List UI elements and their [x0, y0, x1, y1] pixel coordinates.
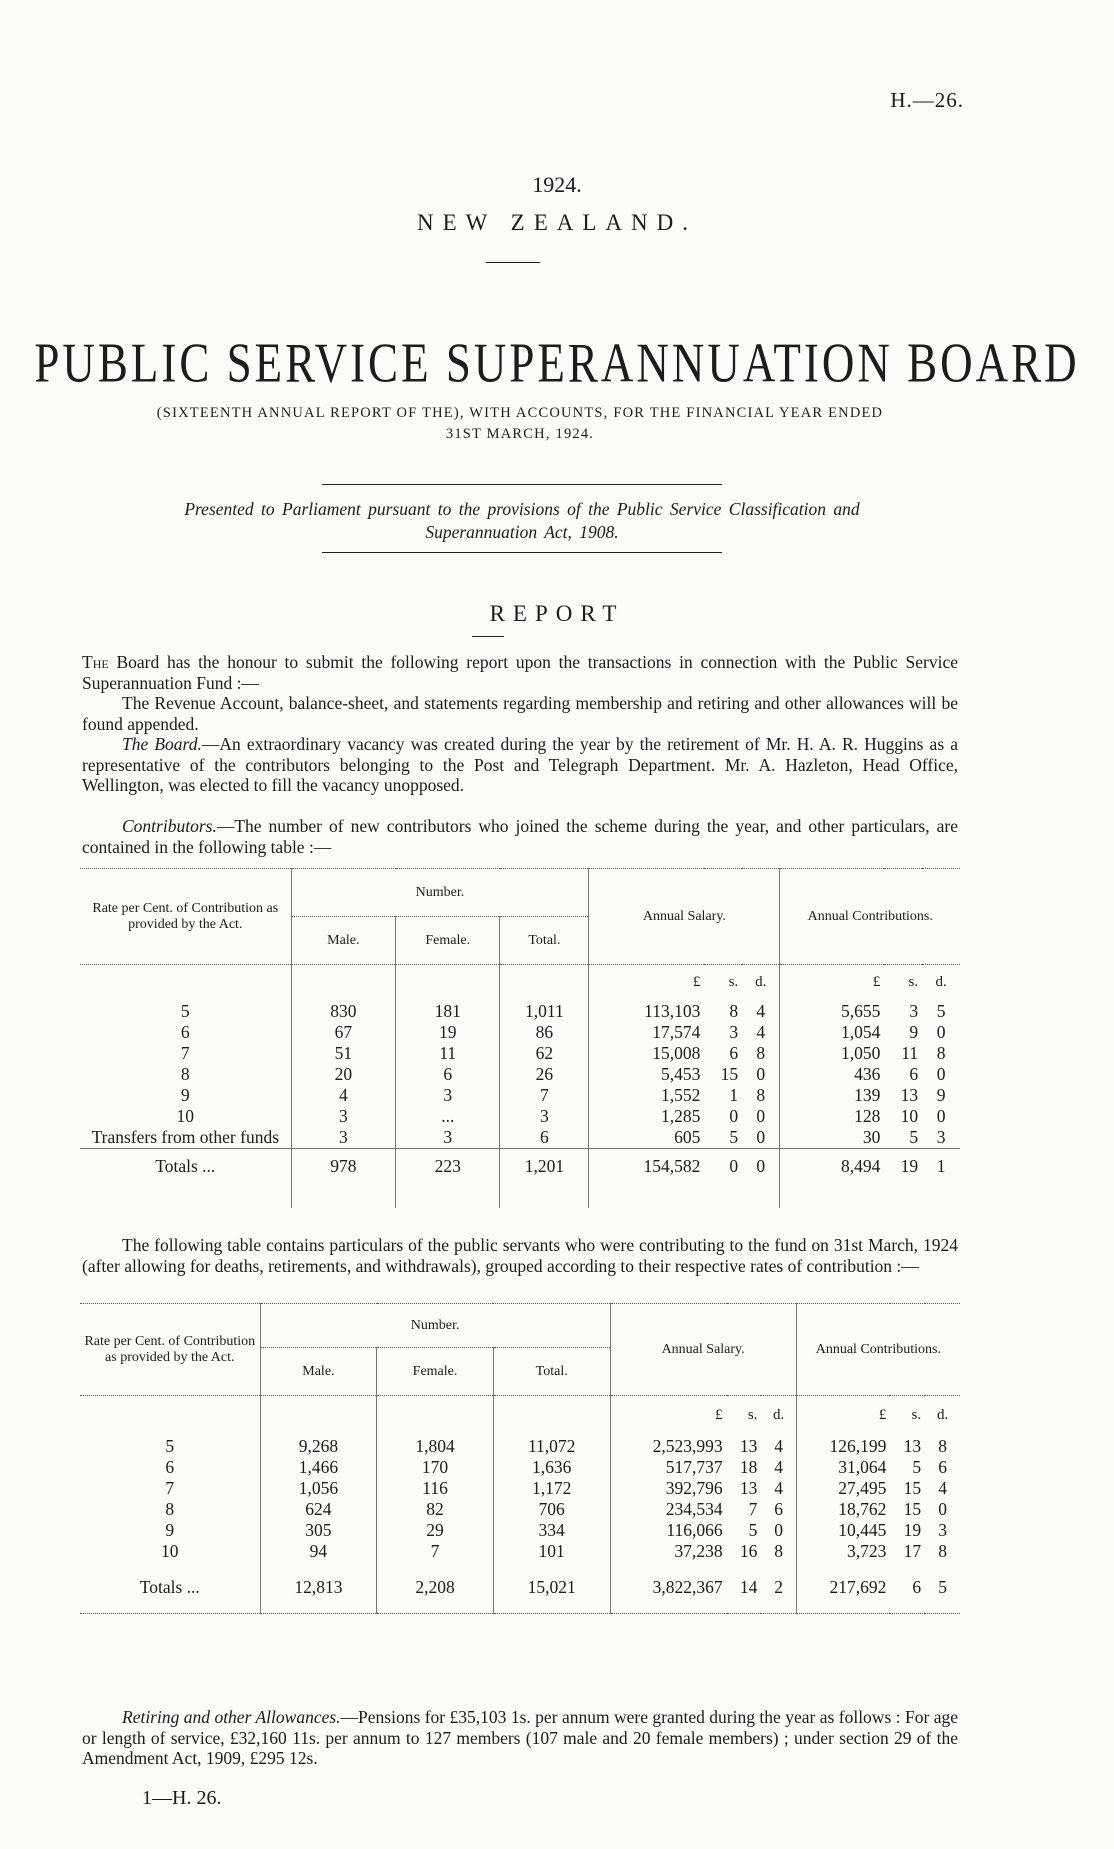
column-header-contributions: Annual Contributions.: [780, 869, 960, 965]
cell-salary-pounds: 605: [589, 1127, 705, 1149]
cell-salary-pounds: 5,453: [589, 1064, 705, 1085]
table-row: [80, 1478, 960, 1499]
cell-contrib-shillings: 15: [903, 1498, 922, 1519]
table-row: [80, 1436, 960, 1457]
cell-salary-shillings: 13: [739, 1477, 758, 1498]
table-row: [80, 1043, 960, 1064]
intro-paragraph: [82, 652, 958, 693]
cell-male: 1,466: [260, 1457, 377, 1478]
unit-pounds: £: [780, 965, 884, 1001]
contributors-paragraph: [82, 816, 958, 857]
cell-male: 830: [291, 1001, 395, 1022]
cell-contrib-shillings: 19: [903, 1519, 922, 1540]
cell-total: 86: [500, 1022, 589, 1043]
table-row: [80, 1085, 960, 1106]
cell-female: 3: [396, 1127, 500, 1149]
cell-contrib-shillings: 5: [912, 1456, 922, 1477]
cell-contrib-pounds: 1,050: [780, 1043, 884, 1064]
document-year: 1924.: [532, 172, 582, 197]
footer-reference: 1—H. 26.: [142, 1787, 222, 1809]
cell-female: 116: [377, 1478, 494, 1499]
cell-contrib-pence: 6: [938, 1456, 947, 1477]
cell-contrib-shillings: 10: [900, 1105, 919, 1126]
cell-contrib-pence: 3: [938, 1519, 947, 1540]
cell-rate: 10: [176, 1105, 195, 1126]
cell-rate: 5: [165, 1435, 175, 1456]
cell-salary-shillings: 5: [748, 1519, 758, 1540]
cell-rate: 7: [165, 1477, 175, 1498]
cell-contrib-pence: 0: [938, 1498, 947, 1519]
contributors-label: Contributors.: [122, 816, 217, 836]
divider: [472, 636, 504, 637]
table-row: [80, 1520, 960, 1541]
cell-female: 2,208: [377, 1562, 494, 1614]
cell-female: 6: [396, 1064, 500, 1085]
presented-statement: [82, 498, 962, 544]
cell-contrib-shillings: 19: [900, 1155, 919, 1176]
column-header-female: Female.: [377, 1348, 494, 1396]
cell-rate: 10: [161, 1540, 179, 1561]
cell-salary-pence: 0: [756, 1126, 766, 1147]
cell-contrib-pounds: 10,445: [796, 1520, 890, 1541]
allowances-text: —Pensions for £35,103 1s. per annum were granted during the year as follows : For age or length of service, £32,160 11s. per annum to 127 members (107 male and 20 female members) ; under section 29 of the Amendment Act, 1909, £295 12s.: [82, 1707, 958, 1768]
cell-female: 170: [377, 1457, 494, 1478]
cell-total: 101: [493, 1541, 610, 1562]
cell-salary-shillings: 15: [720, 1063, 739, 1084]
cell-contrib-shillings: 15: [903, 1477, 922, 1498]
cell-contrib-pounds: 31,064: [796, 1457, 890, 1478]
board-label: The Board.: [122, 734, 202, 754]
table-row: [80, 1127, 960, 1149]
cell-contrib-shillings: 17: [903, 1540, 922, 1561]
cell-contrib-pounds: 5,655: [780, 1001, 884, 1022]
cell-salary-pounds: 1,552: [589, 1085, 705, 1106]
cell-salary-pence: 4: [756, 1000, 766, 1021]
current-contributors-table: [80, 1303, 960, 1616]
cell-male: 3: [291, 1106, 395, 1127]
cell-salary-pence: 0: [756, 1105, 766, 1126]
totals-label: Totals ...: [155, 1155, 216, 1176]
cell-salary-shillings: 13: [739, 1435, 758, 1456]
cell-salary-pounds: 1,285: [589, 1106, 705, 1127]
table-row: [80, 1022, 960, 1043]
cell-contrib-shillings: 13: [903, 1435, 922, 1456]
cell-rate: 7: [180, 1042, 190, 1063]
table-row: [80, 1064, 960, 1085]
cell-male: 305: [260, 1520, 377, 1541]
units-row: [80, 965, 960, 1001]
subtitle: [80, 403, 960, 445]
cell-male: 67: [291, 1022, 395, 1043]
column-header-male: Male.: [260, 1348, 377, 1396]
document-reference: H.—26.: [890, 88, 964, 112]
allowances-paragraph: [82, 1707, 958, 1769]
table-row: [80, 1541, 960, 1562]
cell-contrib-shillings: 3: [909, 1000, 919, 1021]
cell-female: 181: [396, 1001, 500, 1022]
cell-rate: 9: [180, 1084, 190, 1105]
cell-rate: 8: [165, 1498, 175, 1519]
cell-contrib-pence: 1: [936, 1155, 946, 1176]
cell-salary-pence: 0: [756, 1155, 766, 1176]
cell-male: 20: [291, 1064, 395, 1085]
cell-contrib-pounds: 3,723: [796, 1541, 890, 1562]
unit-pence: d.: [772, 1407, 785, 1424]
cell-salary-pence: 2: [774, 1576, 783, 1597]
cell-contrib-pence: 0: [936, 1063, 946, 1084]
cell-rate: 6: [180, 1021, 190, 1042]
cell-total: 1,172: [493, 1478, 610, 1499]
cell-contrib-pounds: 126,199: [796, 1436, 890, 1457]
unit-shillings: s.: [747, 1407, 758, 1424]
cell-contrib-pounds: 217,692: [796, 1562, 890, 1614]
table-row: [80, 1106, 960, 1127]
cell-salary-pence: 8: [774, 1540, 783, 1561]
revenue-paragraph: The Revenue Account, balance-sheet, and statements regarding membership and retiring and other allowances will be found appended.: [82, 693, 958, 734]
divider: [486, 262, 540, 263]
intro-text: Board has the honour to submit the following report upon the transactions in connection with the Public Service Superannuation Fund :—: [82, 652, 958, 693]
cell-salary-pounds: 15,008: [589, 1043, 705, 1064]
cell-salary-pence: 0: [756, 1063, 766, 1084]
cell-rate: 9: [165, 1519, 175, 1540]
cell-contrib-pence: 8: [938, 1435, 947, 1456]
column-header-rate: Rate per Cent. of Contribution as provided by the Act.: [84, 1333, 256, 1365]
cell-salary-pounds: 37,238: [610, 1541, 727, 1562]
cell-salary-pence: 0: [774, 1519, 783, 1540]
cell-total: 3: [500, 1106, 589, 1127]
cell-total: 334: [493, 1520, 610, 1541]
cell-salary-pounds: 392,796: [610, 1478, 727, 1499]
subtitle-line-1: (SIXTEENTH ANNUAL REPORT OF THE), WITH ACCOUNTS, FOR THE FINANCIAL YEAR ENDED: [156, 405, 884, 421]
cell-male: 624: [260, 1499, 377, 1520]
cell-contrib-pounds: 1,054: [780, 1022, 884, 1043]
cell-rate: 6: [165, 1456, 175, 1477]
cell-total: 7: [500, 1085, 589, 1106]
cell-male: 94: [260, 1541, 377, 1562]
cell-contrib-shillings: 9: [909, 1021, 919, 1042]
page-title: PUBLIC SERVICE SUPERANNUATION BOARD: [34, 331, 1080, 394]
cell-total: 15,021: [493, 1562, 610, 1614]
totals-row: [80, 1562, 960, 1614]
cell-salary-shillings: 1: [729, 1084, 739, 1105]
cell-male: 9,268: [260, 1436, 377, 1457]
allowances-label: Retiring and other Allowances.: [122, 1707, 341, 1727]
cell-contrib-pence: 4: [938, 1477, 947, 1498]
cell-male: 3: [291, 1127, 395, 1149]
cell-rate: 8: [180, 1063, 190, 1084]
cell-contrib-pence: 8: [936, 1042, 946, 1063]
cell-salary-shillings: 8: [729, 1000, 739, 1021]
table-row: [80, 1001, 960, 1022]
cell-salary-pence: 4: [756, 1021, 766, 1042]
cell-contrib-pence: 9: [936, 1084, 946, 1105]
column-header-total: Total.: [500, 917, 589, 965]
table-row: [80, 1499, 960, 1520]
presented-line-2: Superannuation Act, 1908.: [425, 522, 619, 542]
intro-lead: The: [82, 652, 109, 672]
cell-male: 1,056: [260, 1478, 377, 1499]
cell-contrib-pounds: 27,495: [796, 1478, 890, 1499]
cell-salary-pence: 4: [774, 1456, 783, 1477]
cell-rate: 5: [180, 1000, 190, 1021]
cell-salary-shillings: 5: [729, 1126, 739, 1147]
cell-total: 6: [500, 1127, 589, 1149]
cell-salary-pence: 8: [756, 1084, 766, 1105]
board-text: —An extraordinary vacancy was created during the year by the retirement of Mr. H. A. R. Huggins as a representative of the contributors belonging to the Post and Telegraph Department. Mr. A. Hazleton, Head Office, Wellington, was elected to fill the vacancy unopposed.: [82, 734, 959, 795]
cell-salary-shillings: 0: [729, 1155, 739, 1176]
cell-contrib-pounds: 30: [780, 1127, 884, 1149]
cell-male: 4: [291, 1085, 395, 1106]
cell-salary-pence: 6: [774, 1498, 783, 1519]
new-contributors-table: [80, 868, 960, 1208]
unit-pounds: £: [610, 1396, 727, 1436]
cell-contrib-pounds: 18,762: [796, 1499, 890, 1520]
table-row: [80, 1457, 960, 1478]
totals-row: [80, 1148, 960, 1184]
cell-contrib-shillings: 6: [909, 1063, 919, 1084]
cell-female: 1,804: [377, 1436, 494, 1457]
cell-total: 1,011: [500, 1001, 589, 1022]
cell-salary-pounds: 154,582: [589, 1148, 705, 1184]
report-heading: REPORT: [489, 601, 625, 626]
cell-salary-pence: 4: [774, 1435, 783, 1456]
cell-salary-pounds: 116,066: [610, 1520, 727, 1541]
cell-female: 19: [396, 1022, 500, 1043]
unit-shillings: s.: [728, 974, 739, 991]
cell-total: 26: [500, 1064, 589, 1085]
cell-salary-pounds: 517,737: [610, 1457, 727, 1478]
unit-pounds: £: [796, 1396, 890, 1436]
column-header-number: Number.: [260, 1304, 610, 1348]
contributors-text: —The number of new contributors who joined the scheme during the year, and other particulars, are contained in the following table :—: [82, 816, 958, 857]
subtitle-line-2: 31ST MARCH, 1924.: [445, 426, 595, 442]
units-row: [80, 1396, 960, 1436]
unit-shillings: s.: [908, 974, 919, 991]
cell-total: 1,636: [493, 1457, 610, 1478]
cell-female: 29: [377, 1520, 494, 1541]
cell-contrib-pounds: 8,494: [780, 1148, 884, 1184]
cell-male: 978: [291, 1148, 395, 1184]
cell-salary-pence: 8: [756, 1042, 766, 1063]
cell-female: 3: [396, 1085, 500, 1106]
cell-total: 1,201: [500, 1148, 589, 1184]
totals-label: Totals ...: [139, 1576, 200, 1597]
unit-pence: d.: [936, 1407, 949, 1424]
cell-salary-shillings: 6: [729, 1042, 739, 1063]
cell-salary-shillings: 7: [748, 1498, 758, 1519]
country-heading: NEW ZEALAND.: [416, 210, 698, 235]
cell-salary-pence: 4: [774, 1477, 783, 1498]
cell-contrib-pounds: 128: [780, 1106, 884, 1127]
cell-salary-pounds: 3,822,367: [610, 1562, 727, 1614]
cell-female: 7: [377, 1541, 494, 1562]
unit-shillings: s.: [911, 1407, 922, 1424]
cell-salary-pounds: 234,534: [610, 1499, 727, 1520]
board-paragraph: [82, 734, 958, 796]
column-header-male: Male.: [291, 917, 395, 965]
cell-contrib-pence: 5: [936, 1000, 946, 1021]
unit-pence: d.: [935, 974, 947, 991]
column-header-contributions: Annual Contributions.: [796, 1304, 960, 1396]
cell-female: 82: [377, 1499, 494, 1520]
cell-contrib-shillings: 5: [909, 1126, 919, 1147]
divider: [322, 552, 722, 553]
cell-total: 62: [500, 1043, 589, 1064]
cell-salary-pounds: 113,103: [589, 1001, 705, 1022]
cell-contrib-pounds: 436: [780, 1064, 884, 1085]
cell-contrib-shillings: 13: [900, 1084, 919, 1105]
cell-salary-pounds: 2,523,993: [610, 1436, 727, 1457]
cell-contrib-shillings: 6: [912, 1576, 922, 1597]
cell-contrib-pence: 8: [938, 1540, 947, 1561]
column-header-number: Number.: [291, 869, 589, 917]
cell-female: 223: [396, 1148, 500, 1184]
cell-salary-shillings: 0: [729, 1105, 739, 1126]
cell-salary-shillings: 14: [739, 1576, 758, 1597]
cell-contrib-shillings: 11: [901, 1042, 919, 1063]
cell-salary-shillings: 16: [739, 1540, 758, 1561]
cell-male: 12,813: [260, 1562, 377, 1614]
cell-total: 11,072: [493, 1436, 610, 1457]
cell-contrib-pence: 0: [936, 1105, 946, 1126]
cell-total: 706: [493, 1499, 610, 1520]
unit-pounds: £: [589, 965, 705, 1001]
presented-line-1: Presented to Parliament pursuant to the provisions of the Public Service Classification and: [184, 499, 860, 519]
column-header-salary: Annual Salary.: [589, 869, 780, 965]
cell-salary-pounds: 17,574: [589, 1022, 705, 1043]
cell-contrib-pounds: 139: [780, 1085, 884, 1106]
cell-contrib-pence: 0: [936, 1021, 946, 1042]
column-header-total: Total.: [493, 1348, 610, 1396]
cell-contrib-pence: 5: [938, 1576, 947, 1597]
cell-male: 51: [291, 1043, 395, 1064]
cell-contrib-pence: 3: [936, 1126, 946, 1147]
cell-female: 11: [396, 1043, 500, 1064]
column-header-salary: Annual Salary.: [610, 1304, 796, 1396]
divider: [322, 484, 722, 485]
unit-pence: d.: [755, 974, 767, 991]
cell-female: ...: [396, 1106, 500, 1127]
column-header-female: Female.: [396, 917, 500, 965]
cell-salary-shillings: 18: [739, 1456, 758, 1477]
cell-salary-shillings: 3: [729, 1021, 739, 1042]
cell-rate: Transfers from other funds: [91, 1126, 280, 1147]
column-header-rate: Rate per Cent. of Contribution as provided by the Act.: [92, 900, 279, 932]
following-paragraph: The following table contains particulars of the public servants who were contributing to the fund on 31st March, 1924 (after allowing for deaths, retirements, and withdrawals), grouped according to their respective rates of contribution :—: [82, 1235, 958, 1276]
